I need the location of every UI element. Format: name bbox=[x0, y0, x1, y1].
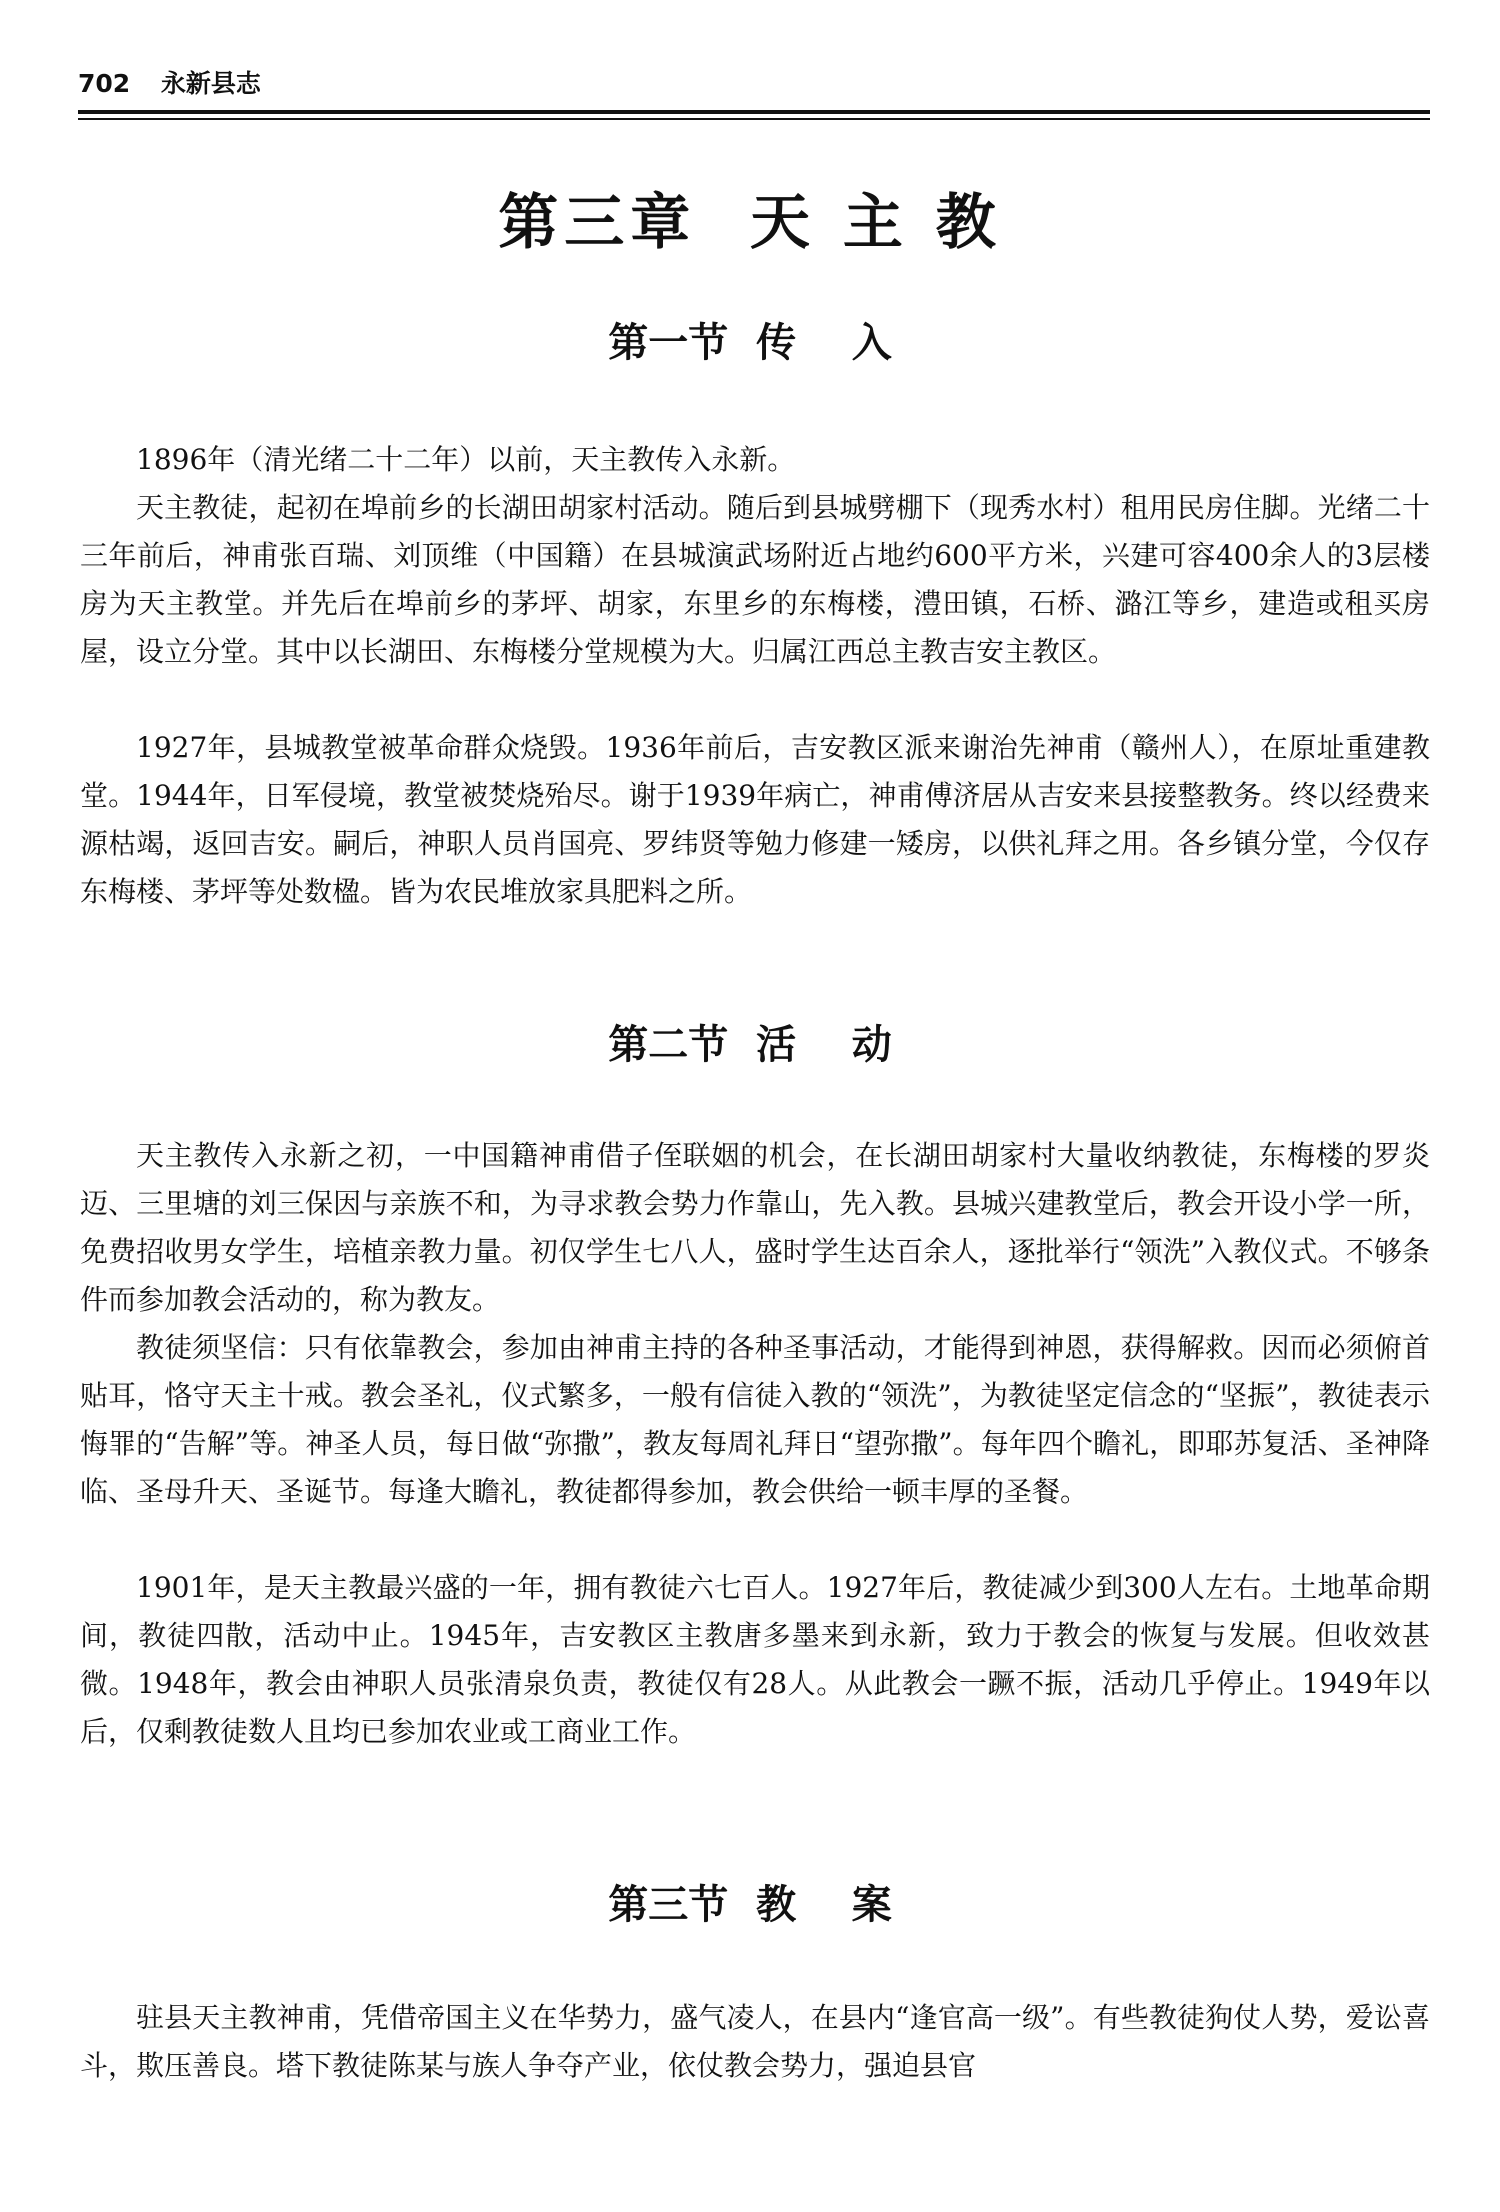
section-3-paragraph-1: 驻县天主教神甫，凭借帝国主义在华势力，盛气凌人，在县内“逢官高一级”。有些教徒狗仗人势，爱讼喜斗，欺压善良。塔下教徒陈某与族人争夺产业，依仗教会势力，强迫县官 bbox=[80, 2001, 1430, 2082]
section-2-paragraph-2: 教徒须坚信：只有依靠教会，参加由神甫主持的各种圣事活动，才能得到神恩，获得解救。因而必须俯首贴耳，恪守天主十戒。教会圣礼，仪式繁多，一般有信徒入教的“领洗”，为教徒坚定信念的“坚振”，教徒表示悔罪的“告解”等。神圣人员，每日做“弥撒”，教友每周礼拜日“望弥撒”。每年四个瞻礼，即耶苏复活、圣神降临、圣母升天、圣诞节。每逢大瞻礼，教徒都得参加，教会供给一顿丰厚的圣餐。 bbox=[80, 1331, 1430, 1508]
header-rule-thick bbox=[78, 110, 1430, 114]
section-title-2: 第二节 活 动 bbox=[608, 1021, 892, 1068]
header-rule-thin bbox=[78, 118, 1430, 120]
section-title-3: 第三节 教 案 bbox=[608, 1881, 892, 1928]
section-title-1: 第一节 传 入 bbox=[608, 319, 892, 366]
section-2-paragraph-1: 天主教传入永新之初，一中国籍神甫借子侄联姻的机会，在长湖田胡家村大量收纳教徒，东梅楼的罗炎迈、三里塘的刘三保因与亲族不和，为寻求教会势力作靠山，先入教。县城兴建教堂后，教会开设小学一所，免费招收男女学生，培植亲教力量。初仅学生七八人，盛时学生达百余人，逐批举行“领洗”入教仪式。不够条件而参加教会活动的，称为教友。 bbox=[80, 1139, 1430, 1316]
section-1-paragraph-3: 1927年，县城教堂被革命群众烧毁。1936年前后，吉安教区派来谢治先神甫（赣州人），在原址重建教堂。1944年，日军侵境，教堂被焚烧殆尽。谢于1939年病亡，神甫傅济居从吉安来县接整教务。终以经费来源枯竭，返回吉安。嗣后，神职人员肖国亮、罗纬贤等勉力修建一矮房，以供礼拜之用。各乡镇分堂，今仅存东梅楼、茅坪等处数楹。皆为农民堆放家具肥料之所。 bbox=[80, 731, 1430, 908]
chapter-title: 第三章 天 主 教 bbox=[498, 188, 1002, 258]
page-number: 702 bbox=[78, 69, 131, 98]
book-title: 永新县志 bbox=[160, 69, 261, 98]
section-2-paragraph-3: 1901年，是天主教最兴盛的一年，拥有教徒六七百人。1927年后，教徒减少到300人左右。土地革命期间，教徒四散，活动中止。1945年，吉安教区主教唐多墨来到永新，致力于教会的恢复与发展。但收效甚微。1948年，教会由神职人员张清泉负责，教徒仅有28人。从此教会一蹶不振，活动几乎停止。1949年以后，仅剩教徒数人且均已参加农业或工商业工作。 bbox=[80, 1571, 1430, 1748]
section-1-paragraph-2: 天主教徒，起初在埠前乡的长湖田胡家村活动。随后到县城劈棚下（现秀水村）租用民房住脚。光绪二十三年前后，神甫张百瑞、刘顶维（中国籍）在县城演武场附近占地约600平方米，兴建可容400余人的3层楼房为天主教堂。并先后在埠前乡的茅坪、胡家，东里乡的东梅楼，澧田镇，石桥、潞江等乡，建造或租买房屋，设立分堂。其中以长湖田、东梅楼分堂规模为大。归属江西总主教吉安主教区。 bbox=[80, 491, 1430, 668]
section-1-paragraph-1: 1896年（清光绪二十二年）以前，天主教传入永新。 bbox=[136, 443, 796, 476]
running-header bbox=[78, 62, 1430, 106]
